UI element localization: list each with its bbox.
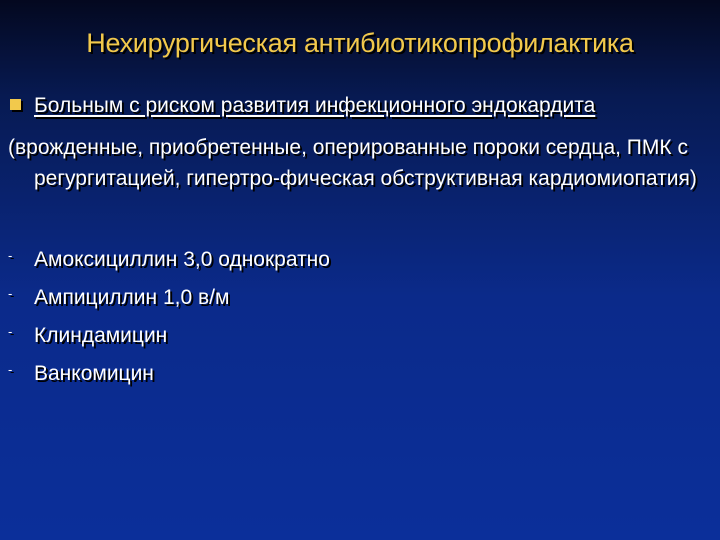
- main-bullet-text: Больным с риском развития инфекционного эндокардита: [34, 94, 596, 117]
- slide-content: [8, 90, 708, 393]
- dash-bullet-icon: -: [8, 362, 13, 377]
- drug-item: [8, 355, 708, 393]
- drug-label: Клиндамицин: [34, 324, 168, 347]
- drug-list: [8, 241, 708, 393]
- drug-item: [8, 241, 708, 279]
- drug-item: [8, 279, 708, 317]
- dash-bullet-icon: -: [8, 286, 13, 301]
- drug-label: Амоксициллин 3,0 однократно: [34, 248, 330, 271]
- square-bullet-icon: [10, 99, 21, 110]
- slide-title: Нехирургическая антибиотикопрофилактика: [86, 28, 634, 58]
- indications-note: (врожденные, приобретенные, оперированные пороки сердца, ПМК с регургитацией, гипертро-фическая обструктивная кардиомиопатия): [8, 136, 697, 190]
- drug-label: Ампициллин 1,0 в/м: [34, 286, 230, 309]
- drug-label: Ванкомицин: [34, 362, 154, 385]
- dash-bullet-icon: -: [8, 324, 13, 339]
- main-bullet: [8, 90, 708, 121]
- drug-item: [8, 317, 708, 355]
- dash-bullet-icon: -: [8, 248, 13, 263]
